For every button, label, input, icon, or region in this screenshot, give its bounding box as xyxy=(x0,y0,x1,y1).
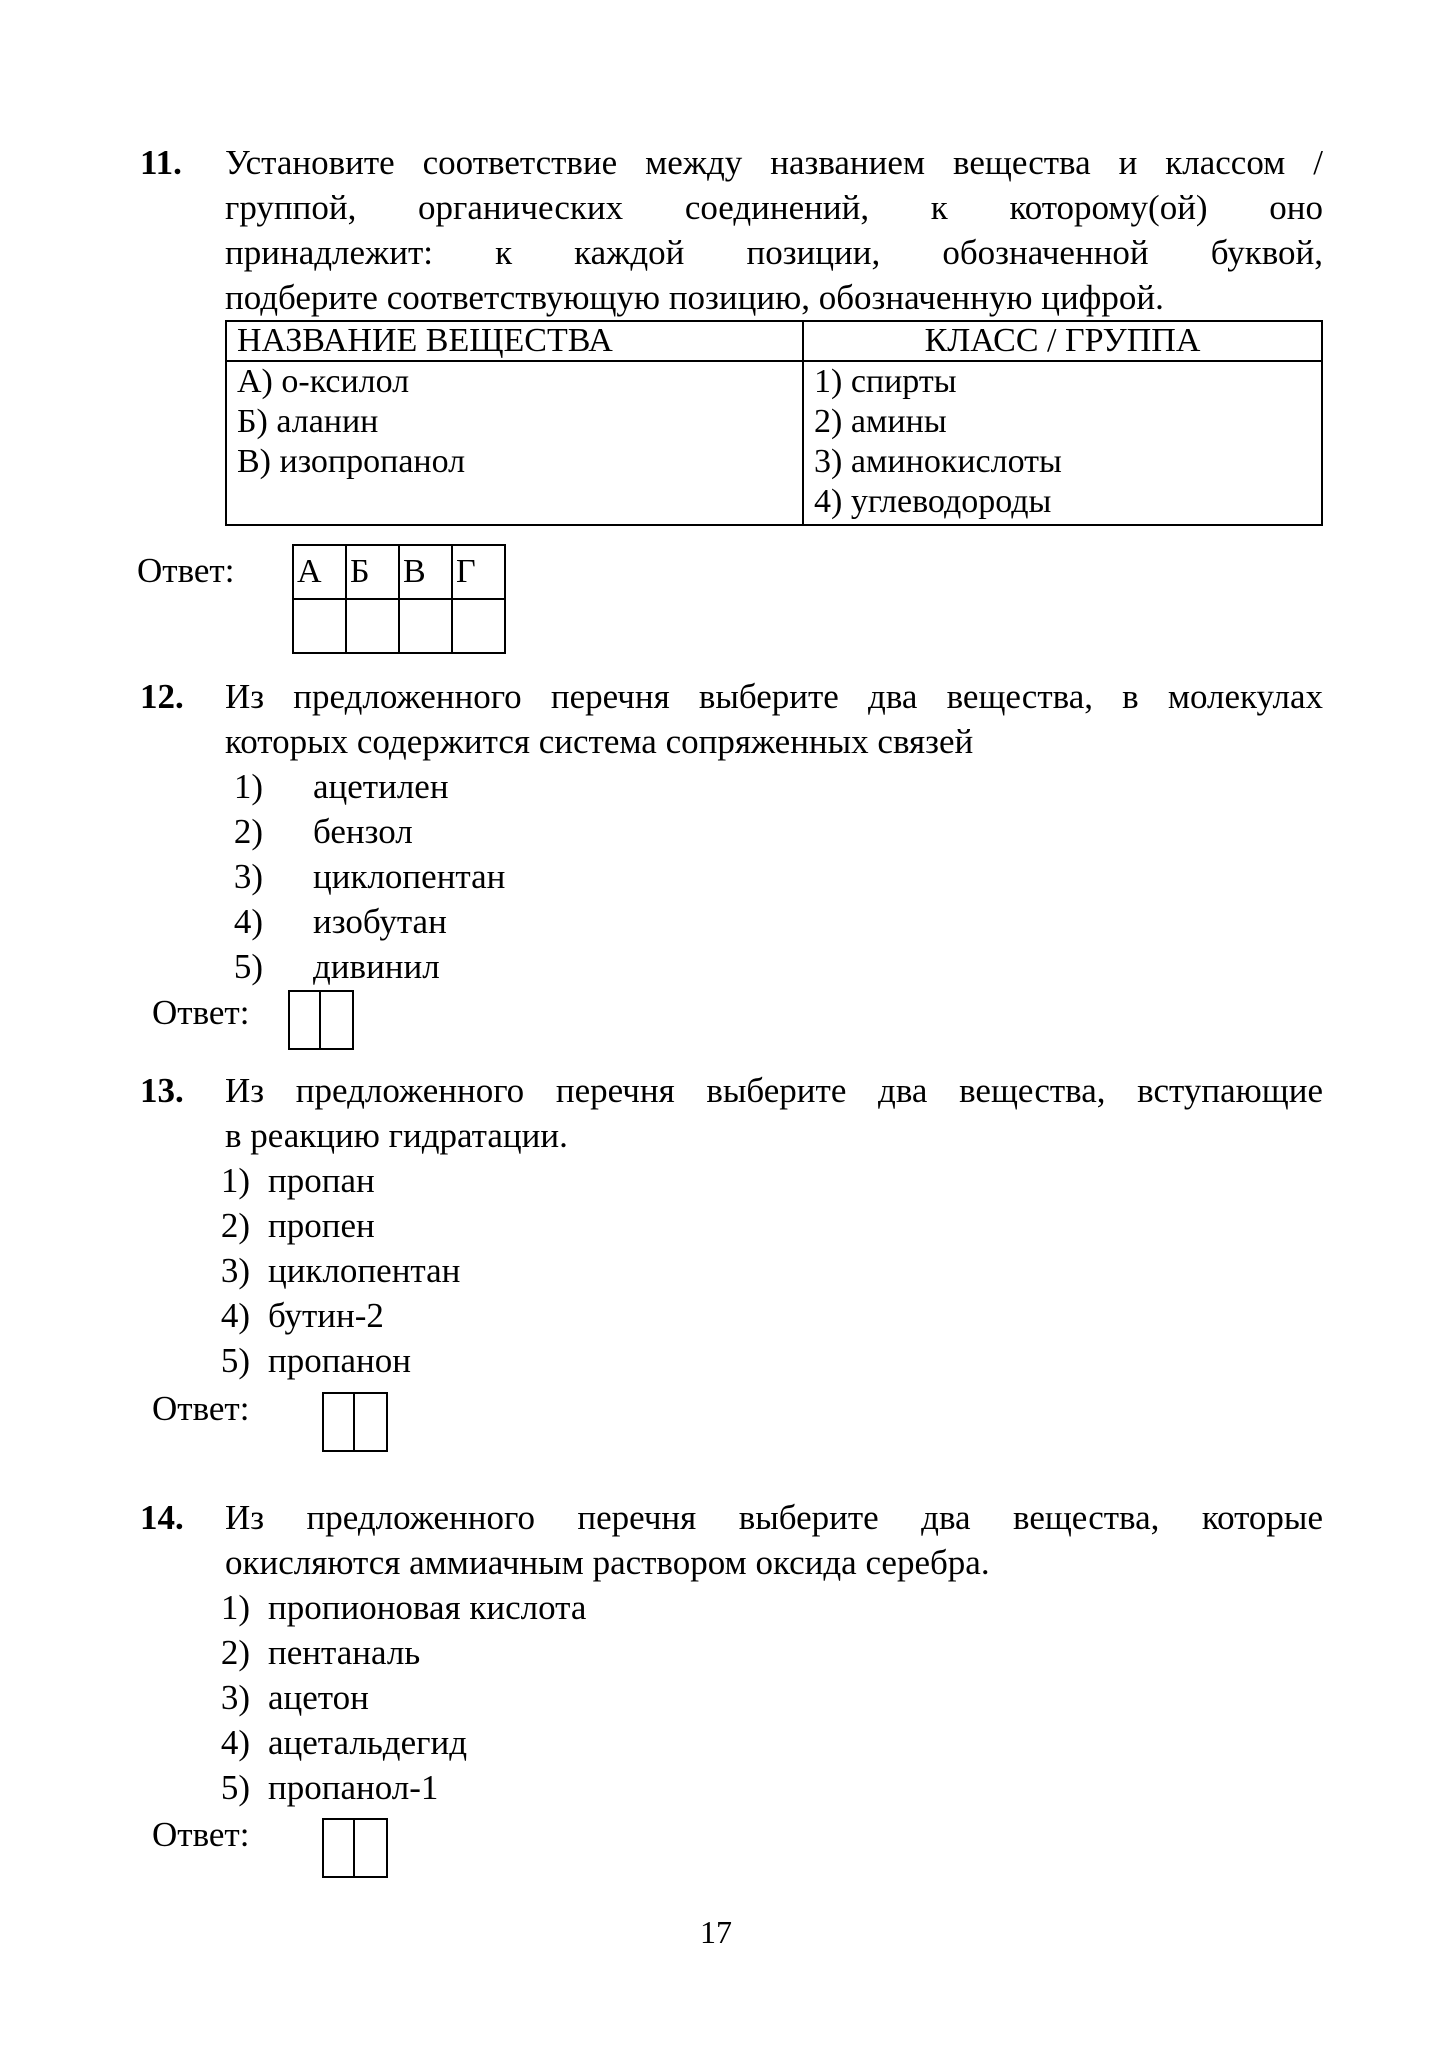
option-text: пропанол-1 xyxy=(268,1768,439,1807)
answer-cell-b[interactable] xyxy=(346,599,399,653)
task-14-answer-boxes xyxy=(322,1818,388,1878)
option-text: пропен xyxy=(268,1206,375,1245)
option-item xyxy=(225,764,505,809)
class-item: 3) аминокислоты xyxy=(814,443,1062,480)
option-number: 5) xyxy=(233,947,263,986)
task-11-line: Установите соответствие между названием вещества и классом / xyxy=(225,143,1323,182)
table-substances-cell xyxy=(226,361,803,525)
task-11-answer-label: Ответ: xyxy=(137,551,235,590)
answer-letter-a: А xyxy=(293,545,346,599)
class-item: 1) спирты xyxy=(814,363,957,400)
task-11-line: принадлежит: к каждой позиции, обозначенной буквой, xyxy=(225,233,1323,272)
task-11-line: группой, органических соединений, к которому(ой) оно xyxy=(225,188,1323,227)
option-text: бутин-2 xyxy=(268,1296,384,1335)
task-13-answer-boxes xyxy=(322,1392,388,1452)
option-number: 1) xyxy=(220,1161,250,1200)
task-14-line: Из предложенного перечня выберите два вещества, которые xyxy=(225,1498,1323,1537)
task-12-line: которых содержится система сопряженных связей xyxy=(225,722,974,761)
answer-cell-a[interactable] xyxy=(293,599,346,653)
option-number: 4) xyxy=(233,902,263,941)
class-item: 2) амины xyxy=(814,403,947,440)
task-11-line: подберите соответствующую позицию, обозначенную цифрой. xyxy=(225,278,1164,317)
option-item xyxy=(212,1720,586,1765)
answer-box[interactable] xyxy=(355,1392,388,1452)
option-item xyxy=(212,1293,460,1338)
option-number: 1) xyxy=(233,767,263,806)
option-item xyxy=(225,899,505,944)
answer-box[interactable] xyxy=(322,1818,355,1878)
option-text: циклопентан xyxy=(313,857,506,896)
task-13-options xyxy=(212,1158,460,1383)
option-item xyxy=(212,1630,586,1675)
option-item xyxy=(212,1585,586,1630)
option-number: 1) xyxy=(220,1588,250,1627)
task-12-options xyxy=(225,764,505,989)
task-11-match-table xyxy=(225,320,1323,526)
option-number: 3) xyxy=(220,1678,250,1717)
answer-box[interactable] xyxy=(321,990,354,1050)
option-text: пропанон xyxy=(268,1341,411,1380)
option-number: 3) xyxy=(233,857,263,896)
substance-item: В) изопропанол xyxy=(237,443,466,480)
substance-item: А) о-ксилол xyxy=(237,363,410,400)
option-item xyxy=(212,1338,460,1383)
table-header-substance: НАЗВАНИЕ ВЕЩЕСТВА xyxy=(226,321,803,361)
task-11-text xyxy=(225,140,1323,320)
answer-box[interactable] xyxy=(355,1818,388,1878)
option-text: ацетон xyxy=(268,1678,369,1717)
answer-box[interactable] xyxy=(322,1392,355,1452)
class-item: 4) углеводороды xyxy=(814,483,1052,520)
option-number: 3) xyxy=(220,1251,250,1290)
task-11-number: 11. xyxy=(140,143,182,182)
task-12-line: Из предложенного перечня выберите два вещества, в молекулах xyxy=(225,677,1323,716)
option-item xyxy=(212,1203,460,1248)
task-14-text xyxy=(225,1495,1323,1585)
option-item xyxy=(225,854,505,899)
task-12-answer-label: Ответ: xyxy=(152,993,250,1032)
option-item xyxy=(225,809,505,854)
option-number: 2) xyxy=(220,1633,250,1672)
answer-letter-g: Г xyxy=(452,545,505,599)
option-number: 4) xyxy=(220,1296,250,1335)
option-text: пропан xyxy=(268,1161,375,1200)
substance-item: Б) аланин xyxy=(237,403,379,440)
option-item xyxy=(212,1248,460,1293)
answer-box[interactable] xyxy=(288,990,321,1050)
page-number: 17 xyxy=(700,1914,732,1950)
option-text: пентаналь xyxy=(268,1633,421,1672)
option-text: ацетилен xyxy=(313,767,449,806)
answer-cell-v[interactable] xyxy=(399,599,452,653)
answer-letter-v: В xyxy=(399,545,452,599)
task-14-answer-label: Ответ: xyxy=(152,1815,250,1854)
task-14-options xyxy=(212,1585,586,1810)
task-13-number: 13. xyxy=(140,1071,184,1110)
task-12-text xyxy=(225,674,1323,764)
option-text: изобутан xyxy=(313,902,447,941)
option-text: пропионовая кислота xyxy=(268,1588,587,1627)
task-12-answer-boxes xyxy=(288,990,354,1050)
option-item xyxy=(212,1675,586,1720)
option-text: дивинил xyxy=(313,947,440,986)
answer-cell-g[interactable] xyxy=(452,599,505,653)
task-13-line: Из предложенного перечня выберите два вещества, вступающие xyxy=(225,1071,1323,1110)
option-text: ацетальдегид xyxy=(268,1723,468,1762)
task-12-number: 12. xyxy=(140,677,184,716)
task-14-number: 14. xyxy=(140,1498,184,1537)
option-number: 2) xyxy=(233,812,263,851)
option-text: бензол xyxy=(313,812,413,851)
option-item xyxy=(225,944,505,989)
option-number: 5) xyxy=(220,1768,250,1807)
task-13-answer-label: Ответ: xyxy=(152,1389,250,1428)
task-13-text xyxy=(225,1068,1323,1158)
task-14-line: окисляются аммиачным раствором оксида серебра. xyxy=(225,1543,990,1582)
option-number: 2) xyxy=(220,1206,250,1245)
option-item xyxy=(212,1765,586,1810)
option-item xyxy=(212,1158,460,1203)
option-text: циклопентан xyxy=(268,1251,461,1290)
task-13-line: в реакцию гидратации. xyxy=(225,1116,568,1155)
answer-letter-b: Б xyxy=(346,545,399,599)
table-header-class: КЛАСС / ГРУППА xyxy=(803,321,1322,361)
option-number: 5) xyxy=(220,1341,250,1380)
task-11-answer-grid xyxy=(292,544,506,654)
table-classes-cell xyxy=(803,361,1322,525)
option-number: 4) xyxy=(220,1723,250,1762)
